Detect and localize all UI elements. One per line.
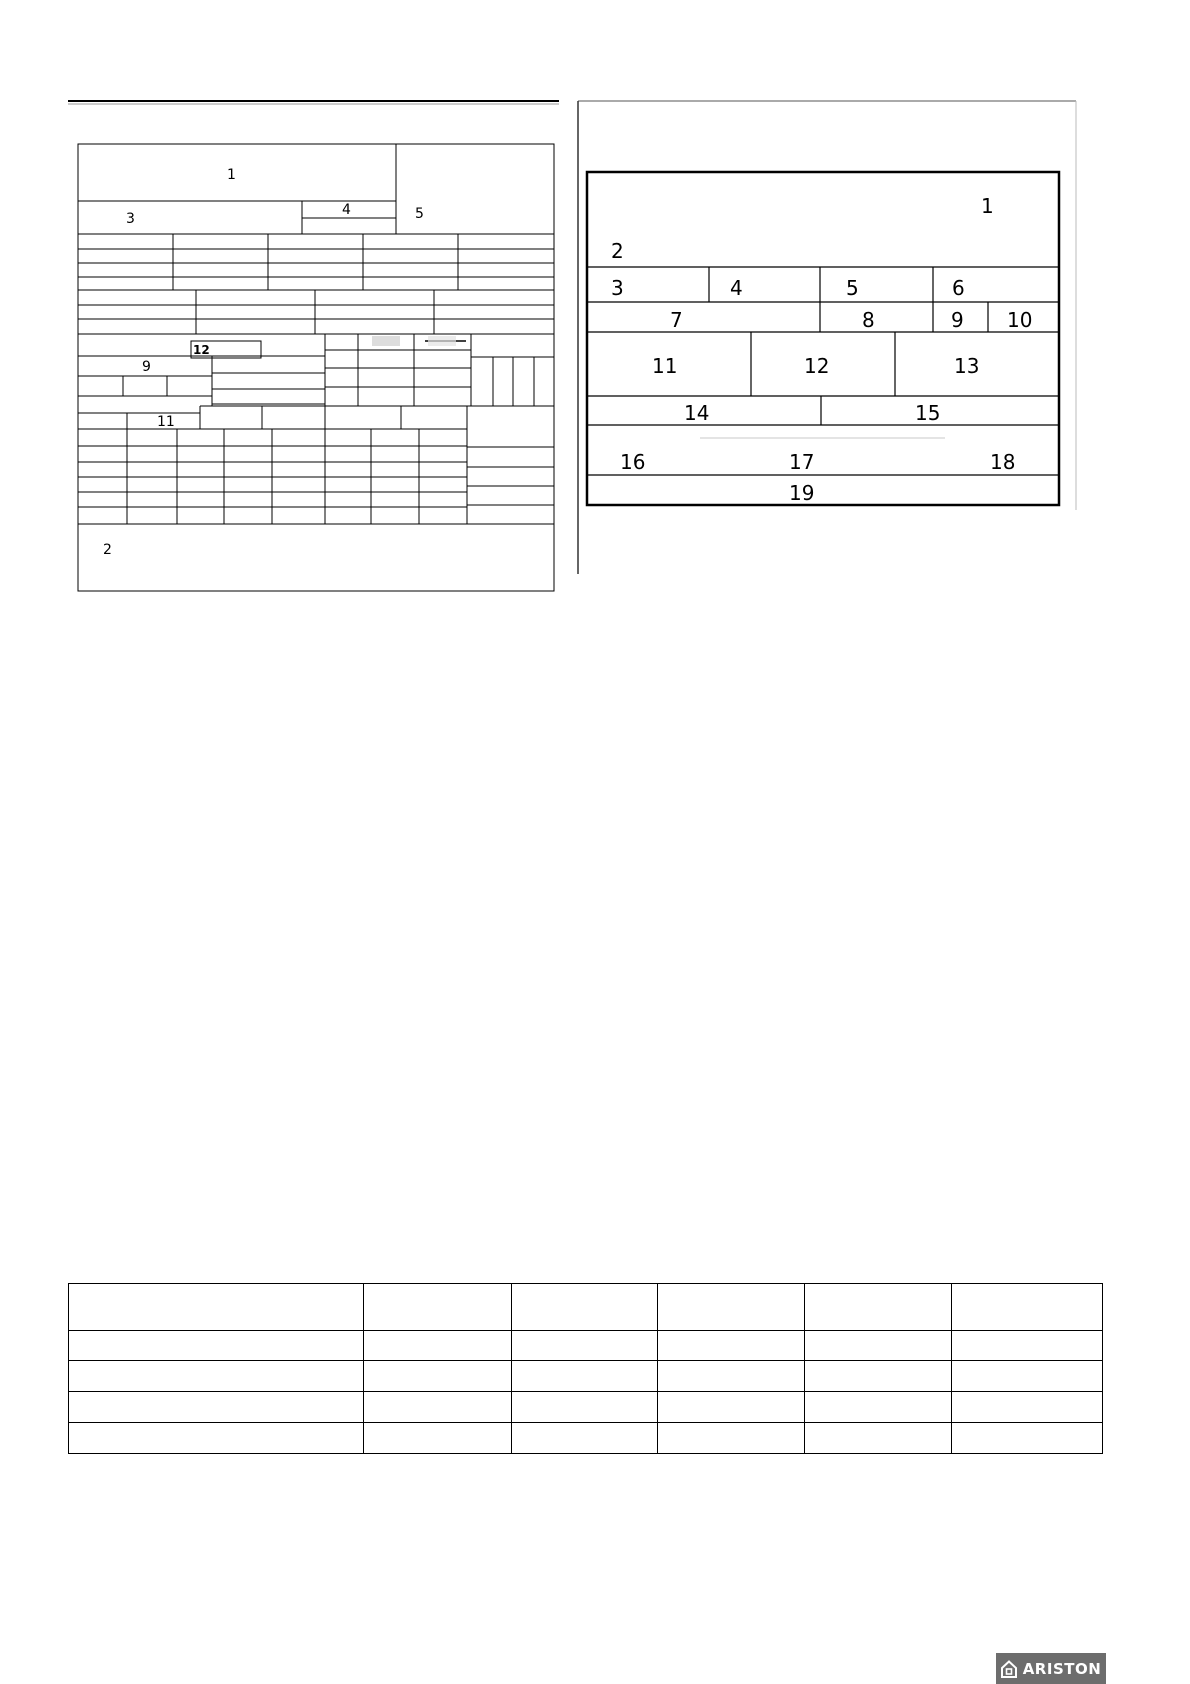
right-label-7: 7	[670, 308, 683, 332]
left-label-3: 3	[126, 211, 135, 227]
table-cell	[805, 1331, 952, 1361]
table-cell	[805, 1392, 952, 1423]
logo-text: ARISTON	[1022, 1659, 1102, 1678]
right-label-13: 13	[954, 354, 980, 378]
table-cell	[805, 1361, 952, 1392]
left-label-11: 11	[157, 414, 175, 430]
table-row	[69, 1392, 1103, 1423]
table-row	[69, 1284, 1103, 1331]
table-cell	[952, 1423, 1103, 1454]
spec-table	[68, 1283, 1103, 1454]
table-cell	[511, 1423, 658, 1454]
table-cell	[363, 1392, 511, 1423]
table-cell	[511, 1331, 658, 1361]
table-cell	[658, 1361, 805, 1392]
table-cell	[805, 1284, 952, 1331]
left-label-1: 1	[227, 167, 236, 183]
right-label-9: 9	[951, 308, 964, 332]
table-cell	[69, 1361, 364, 1392]
table-cell	[658, 1331, 805, 1361]
table-cell	[952, 1361, 1103, 1392]
right-rating-label	[587, 172, 1059, 505]
table-cell	[952, 1284, 1103, 1331]
table-cell	[511, 1392, 658, 1423]
table-cell	[363, 1284, 511, 1331]
table-cell	[69, 1331, 364, 1361]
table-cell	[805, 1423, 952, 1454]
table-cell	[363, 1331, 511, 1361]
table-row	[69, 1361, 1103, 1392]
table-cell	[69, 1423, 364, 1454]
right-label-8: 8	[862, 308, 875, 332]
table-cell	[511, 1361, 658, 1392]
house-icon	[1001, 1660, 1017, 1678]
right-label-6: 6	[952, 276, 965, 300]
left-label-9: 9	[142, 359, 151, 375]
table-row	[69, 1423, 1103, 1454]
right-label-12: 12	[804, 354, 830, 378]
right-label-14: 14	[684, 401, 710, 425]
left-label-4: 4	[342, 202, 351, 218]
table-cell	[363, 1361, 511, 1392]
table-cell	[952, 1392, 1103, 1423]
right-label-3: 3	[611, 276, 624, 300]
ariston-logo	[996, 1653, 1106, 1684]
table-cell	[69, 1392, 364, 1423]
table-cell	[658, 1284, 805, 1331]
right-label-15: 15	[915, 401, 941, 425]
right-label-2: 2	[611, 239, 624, 263]
right-label-19: 19	[789, 481, 815, 505]
right-label-5: 5	[846, 276, 859, 300]
table-cell	[658, 1423, 805, 1454]
table-cell	[69, 1284, 364, 1331]
right-label-17: 17	[789, 450, 815, 474]
left-label-5: 5	[415, 206, 424, 222]
table-cell	[363, 1423, 511, 1454]
table-cell	[658, 1392, 805, 1423]
right-label-4: 4	[730, 276, 743, 300]
right-label-1: 1	[981, 194, 994, 218]
right-label-18: 18	[990, 450, 1016, 474]
table-row	[69, 1331, 1103, 1361]
left-label-2: 2	[103, 542, 112, 558]
right-label-16: 16	[620, 450, 646, 474]
right-label-11: 11	[652, 354, 678, 378]
right-label-10: 10	[1007, 308, 1033, 332]
table-cell	[511, 1284, 658, 1331]
left-label-12: 12	[193, 343, 210, 357]
table-cell	[952, 1331, 1103, 1361]
